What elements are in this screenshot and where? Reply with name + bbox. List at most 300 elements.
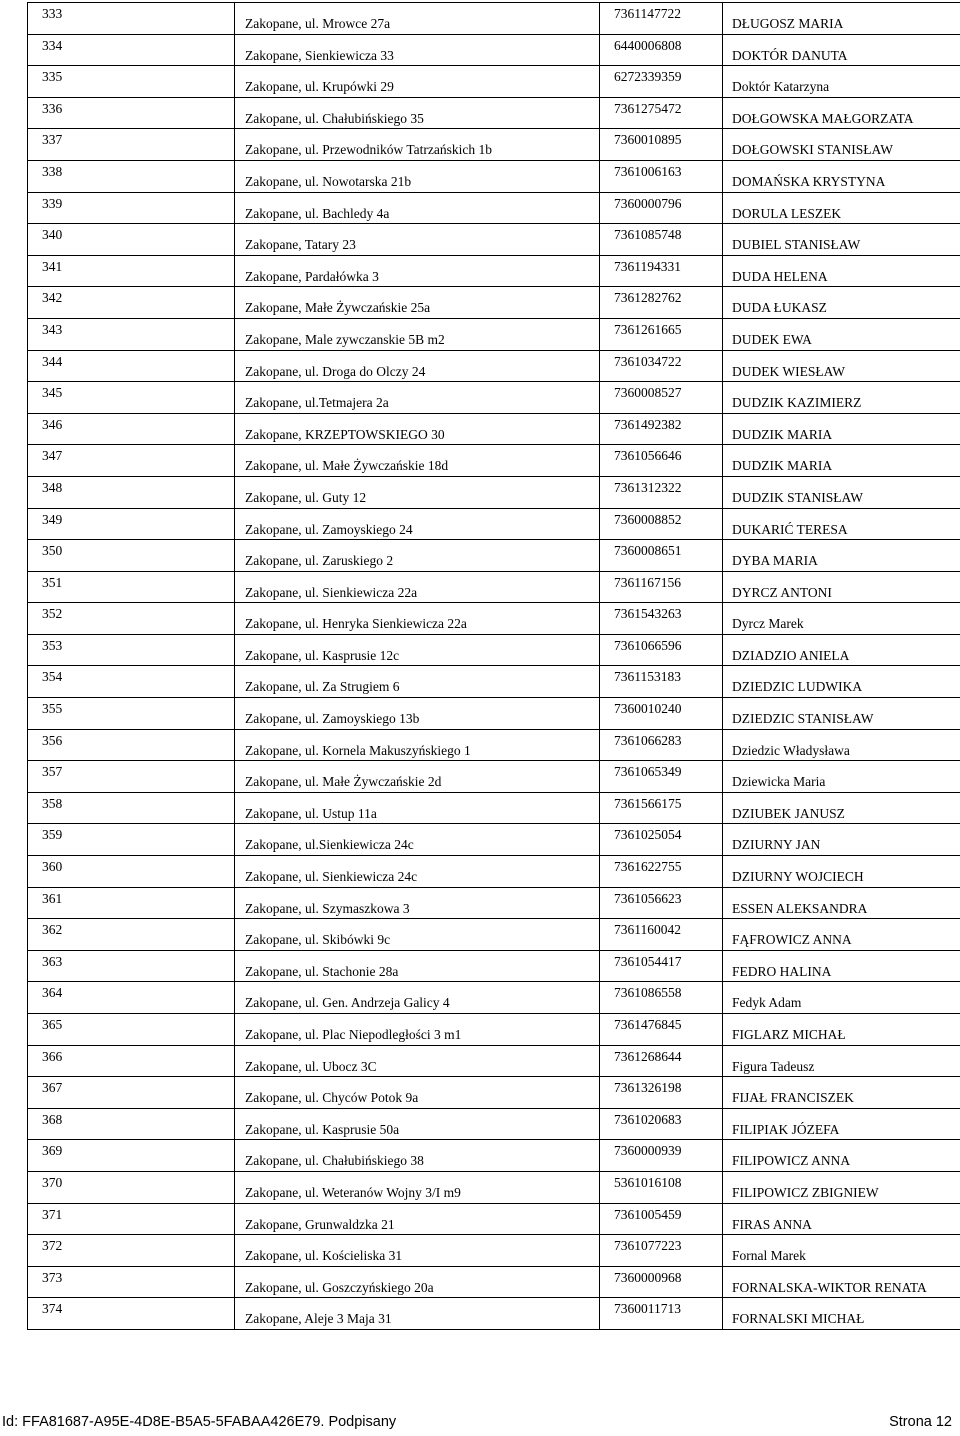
tax-id: 7361312322: [614, 479, 682, 495]
person-name: DZIURNY JAN: [732, 837, 821, 853]
table-row: [28, 698, 960, 730]
table-row: [28, 761, 960, 793]
tax-id: 7361077223: [614, 1238, 682, 1254]
tax-id-cell: [600, 508, 723, 540]
table-row: [28, 634, 960, 666]
tax-id-cell: [600, 982, 723, 1014]
table-row: [28, 856, 960, 888]
person-name: DUDZIK MARIA: [732, 458, 833, 474]
tax-id-cell: [600, 160, 723, 192]
tax-id-cell: [600, 34, 723, 66]
person-name-cell: [723, 1298, 960, 1330]
person-name: DOŁGOWSKA MAŁGORZATA: [732, 110, 914, 126]
person-name-cell: [723, 129, 960, 161]
person-name-cell: [723, 950, 960, 982]
row-number: 362: [42, 922, 63, 938]
address: Zakopane, Pardałówka 3: [245, 268, 379, 284]
address: Zakopane, ul. Sienkiewicza 24c: [245, 869, 418, 885]
table-row: [28, 508, 960, 540]
tax-id-cell: [600, 255, 723, 287]
table-row: [28, 382, 960, 414]
address-cell: [235, 824, 600, 856]
person-name: Fornal Marek: [732, 1248, 806, 1264]
tax-id-cell: [600, 1298, 723, 1330]
person-name-cell: [723, 540, 960, 572]
address-cell: [235, 287, 600, 319]
row-number-cell: [28, 1140, 235, 1172]
tax-id: 7361005459: [614, 1206, 682, 1222]
table-row: [28, 1077, 960, 1109]
person-name: DUDA HELENA: [732, 268, 828, 284]
person-name-cell: [723, 66, 960, 98]
person-name-cell: [723, 1077, 960, 1109]
table-row: [28, 982, 960, 1014]
row-number-cell: [28, 445, 235, 477]
person-name: DOKTÓR DANUTA: [732, 47, 848, 63]
person-name-cell: [723, 571, 960, 603]
tax-id: 7361056646: [614, 448, 682, 464]
address-cell: [235, 540, 600, 572]
row-number: 354: [42, 669, 63, 685]
person-name: DYBA MARIA: [732, 553, 818, 569]
address-cell: [235, 761, 600, 793]
address: Zakopane, ul. Zamoyskiego 13b: [245, 711, 420, 727]
person-name: Dziewicka Maria: [732, 774, 826, 790]
address: Zakopane, ul.Sienkiewicza 24c: [245, 837, 414, 853]
tax-id-cell: [600, 382, 723, 414]
person-name: DUBIEL STANISŁAW: [732, 237, 861, 253]
person-name-cell: [723, 919, 960, 951]
person-name-cell: [723, 34, 960, 66]
row-number-cell: [28, 792, 235, 824]
address: Zakopane, ul. Nowotarska 21b: [245, 173, 412, 189]
address: Zakopane, ul. Mrowce 27a: [245, 16, 391, 31]
address-cell: [235, 318, 600, 350]
tax-id: 7361282762: [614, 290, 682, 306]
address-cell: [235, 255, 600, 287]
row-number-cell: [28, 824, 235, 856]
row-number-cell: [28, 761, 235, 793]
tax-id: 6272339359: [614, 69, 682, 85]
table-row: [28, 1140, 960, 1172]
row-number: 355: [42, 701, 63, 717]
tax-id-cell: [600, 1140, 723, 1172]
address: Zakopane, Małe Żywczańskie 25a: [245, 300, 431, 316]
tax-id: 7361194331: [614, 258, 681, 274]
tax-id-cell: [600, 318, 723, 350]
person-name-cell: [723, 1235, 960, 1267]
person-name: DOŁGOWSKI STANISŁAW: [732, 142, 893, 158]
address-cell: [235, 160, 600, 192]
address: Zakopane, ul. Bachledy 4a: [245, 205, 390, 221]
person-name-cell: [723, 792, 960, 824]
row-number: 333: [42, 6, 63, 21]
tax-id-cell: [600, 1203, 723, 1235]
address-cell: [235, 982, 600, 1014]
person-name: DOMAŃSKA KRYSTYNA: [732, 173, 886, 189]
tax-id-cell: [600, 603, 723, 635]
table-row: [28, 3, 960, 35]
address-cell: [235, 382, 600, 414]
row-number-cell: [28, 1171, 235, 1203]
address: Zakopane, ul. Ubocz 3C: [245, 1058, 377, 1074]
person-name: FORNALSKA-WIKTOR RENATA: [732, 1279, 927, 1295]
address-cell: [235, 34, 600, 66]
row-number: 346: [42, 416, 63, 432]
person-name-cell: [723, 287, 960, 319]
table-row: [28, 824, 960, 856]
address-cell: [235, 445, 600, 477]
row-number-cell: [28, 1203, 235, 1235]
table-row: [28, 34, 960, 66]
address: Zakopane, ul. Droga do Olczy 24: [245, 363, 426, 379]
address-cell: [235, 887, 600, 919]
person-name-cell: [723, 97, 960, 129]
table-row: [28, 255, 960, 287]
tax-id: 7360008852: [614, 511, 682, 527]
tax-id: 7361622755: [614, 859, 682, 875]
tax-id: 7361066283: [614, 732, 682, 748]
table-row: [28, 224, 960, 256]
row-number: 341: [42, 258, 63, 274]
tax-id-cell: [600, 445, 723, 477]
tax-id: 7361153183: [614, 669, 681, 685]
row-number: 334: [42, 37, 63, 53]
address-cell: [235, 508, 600, 540]
tax-id-cell: [600, 856, 723, 888]
row-number-cell: [28, 634, 235, 666]
address: Zakopane, ul. Stachonie 28a: [245, 963, 399, 979]
tax-id-cell: [600, 887, 723, 919]
address: Zakopane, Aleje 3 Maja 31: [245, 1311, 392, 1327]
tax-id: 7361086558: [614, 985, 682, 1001]
row-number-cell: [28, 856, 235, 888]
person-name: FEDRO HALINA: [732, 963, 832, 979]
tax-id: 7361476845: [614, 1017, 682, 1032]
address: Zakopane, ul. Kościeliska 31: [245, 1248, 403, 1264]
address-cell: [235, 476, 600, 508]
person-name: DUDEK EWA: [732, 331, 812, 347]
table-row: [28, 1266, 960, 1298]
row-number-cell: [28, 571, 235, 603]
tax-id: 7361261665: [614, 321, 682, 337]
row-number-cell: [28, 413, 235, 445]
person-name: DUKARIĆ TERESA: [732, 521, 848, 537]
row-number-cell: [28, 603, 235, 635]
row-number-cell: [28, 1014, 235, 1046]
person-name: DZIURNY WOJCIECH: [732, 869, 864, 885]
person-name: FIGLARZ MICHAŁ: [732, 1027, 846, 1042]
table-row: [28, 350, 960, 382]
tax-id-cell: [600, 1014, 723, 1046]
table-row: [28, 729, 960, 761]
row-number-cell: [28, 224, 235, 256]
person-name-cell: [723, 1140, 960, 1172]
row-number: 350: [42, 543, 63, 559]
address: Zakopane, KRZEPTOWSKIEGO 30: [245, 426, 445, 442]
person-name-cell: [723, 382, 960, 414]
address-cell: [235, 698, 600, 730]
tax-id-cell: [600, 1171, 723, 1203]
registry-table: [27, 2, 960, 1330]
address-cell: [235, 1108, 600, 1140]
tax-id: 7361025054: [614, 827, 682, 843]
address: Zakopane, ul. Kornela Makuszyńskiego 1: [245, 742, 471, 758]
row-number: 361: [42, 890, 63, 906]
person-name-cell: [723, 887, 960, 919]
row-number: 342: [42, 290, 63, 306]
person-name: Dyrcz Marek: [732, 616, 804, 632]
person-name-cell: [723, 255, 960, 287]
table-row: [28, 1298, 960, 1330]
address: Zakopane, ul. Zaruskiego 2: [245, 553, 394, 569]
address: Zakopane, ul.Tetmajera 2a: [245, 395, 389, 411]
row-number-cell: [28, 1077, 235, 1109]
tax-id: 7360010240: [614, 701, 682, 717]
row-number: 338: [42, 163, 63, 179]
person-name: FIRAS ANNA: [732, 1216, 812, 1232]
row-number: 339: [42, 195, 63, 211]
tax-id-cell: [600, 698, 723, 730]
table-row: [28, 445, 960, 477]
row-number: 368: [42, 1111, 63, 1127]
row-number-cell: [28, 919, 235, 951]
table-row: [28, 1203, 960, 1235]
row-number-cell: [28, 1298, 235, 1330]
person-name: Dziedzic Władysława: [732, 742, 850, 758]
tax-id-cell: [600, 476, 723, 508]
address-cell: [235, 919, 600, 951]
address-cell: [235, 729, 600, 761]
person-name: FORNALSKI MICHAŁ: [732, 1311, 865, 1327]
tax-id: 7360008651: [614, 543, 682, 559]
tax-id: 7361065349: [614, 764, 682, 780]
person-name-cell: [723, 3, 960, 35]
person-name-cell: [723, 318, 960, 350]
row-number-cell: [28, 982, 235, 1014]
address: Zakopane, ul. Chałubińskiego 35: [245, 110, 424, 126]
tax-id-cell: [600, 3, 723, 35]
row-number: 337: [42, 132, 63, 148]
person-name: ESSEN ALEKSANDRA: [732, 900, 868, 916]
person-name-cell: [723, 634, 960, 666]
person-name-cell: [723, 508, 960, 540]
address: Zakopane, ul. Goszczyńskiego 20a: [245, 1279, 434, 1295]
address-cell: [235, 603, 600, 635]
address: Zakopane, ul. Kasprusie 50a: [245, 1121, 400, 1137]
address-cell: [235, 1203, 600, 1235]
row-number-cell: [28, 540, 235, 572]
tax-id-cell: [600, 761, 723, 793]
address: Zakopane, ul. Gen. Andrzeja Galicy 4: [245, 995, 450, 1011]
address: Zakopane, ul. Plac Niepodległości 3 m1: [245, 1027, 462, 1042]
person-name-cell: [723, 413, 960, 445]
row-number: 352: [42, 606, 63, 622]
row-number: 363: [42, 953, 63, 969]
table-row: [28, 1108, 960, 1140]
row-number: 360: [42, 859, 63, 875]
row-number-cell: [28, 255, 235, 287]
tax-id: 7360010895: [614, 132, 682, 148]
tax-id: 7360011713: [614, 1301, 681, 1317]
page-number: Strona 12: [889, 1414, 952, 1430]
address-cell: [235, 1140, 600, 1172]
row-number-cell: [28, 887, 235, 919]
table-row: [28, 476, 960, 508]
address: Zakopane, ul. Guty 12: [245, 489, 367, 505]
table-row: [28, 192, 960, 224]
address-cell: [235, 1235, 600, 1267]
row-number: 348: [42, 479, 63, 495]
row-number: 366: [42, 1048, 63, 1064]
address: Zakopane, Tatary 23: [245, 237, 356, 253]
row-number: 336: [42, 100, 63, 116]
table-row: [28, 792, 960, 824]
person-name-cell: [723, 1108, 960, 1140]
row-number: 371: [42, 1206, 63, 1222]
row-number: 367: [42, 1080, 63, 1096]
person-name: DUDZIK STANISŁAW: [732, 489, 863, 505]
person-name: DUDZIK KAZIMIERZ: [732, 395, 862, 411]
tax-id: 7360000796: [614, 195, 682, 211]
row-number-cell: [28, 666, 235, 698]
row-number: 335: [42, 69, 63, 85]
address-cell: [235, 792, 600, 824]
tax-id: 7361268644: [614, 1048, 682, 1064]
tax-id-cell: [600, 97, 723, 129]
table-row: [28, 1171, 960, 1203]
address-cell: [235, 1266, 600, 1298]
tax-id: 7361566175: [614, 795, 682, 811]
row-number-cell: [28, 1266, 235, 1298]
tax-id: 7361492382: [614, 416, 682, 432]
address: Zakopane, ul. Małe Żywczańskie 2d: [245, 774, 442, 790]
person-name-cell: [723, 698, 960, 730]
person-name-cell: [723, 160, 960, 192]
person-name: Doktór Katarzyna: [732, 79, 830, 95]
address-cell: [235, 66, 600, 98]
tax-id: 7361056623: [614, 890, 682, 906]
table-row: [28, 1014, 960, 1046]
tax-id-cell: [600, 1108, 723, 1140]
address-cell: [235, 1077, 600, 1109]
tax-id-cell: [600, 129, 723, 161]
registry-table-body: [28, 3, 960, 1330]
person-name: FĄFROWICZ ANNA: [732, 932, 852, 948]
row-number-cell: [28, 97, 235, 129]
tax-id-cell: [600, 1045, 723, 1077]
address: Zakopane, ul. Za Strugiem 6: [245, 679, 400, 695]
person-name: DZIEDZIC LUDWIKA: [732, 679, 863, 695]
tax-id-cell: [600, 666, 723, 698]
tax-id-cell: [600, 824, 723, 856]
row-number-cell: [28, 382, 235, 414]
tax-id-cell: [600, 1235, 723, 1267]
table-row: [28, 66, 960, 98]
address-cell: [235, 350, 600, 382]
row-number: 343: [42, 321, 63, 337]
row-number-cell: [28, 350, 235, 382]
person-name-cell: [723, 1014, 960, 1046]
row-number-cell: [28, 129, 235, 161]
address-cell: [235, 97, 600, 129]
person-name: DUDZIK MARIA: [732, 426, 833, 442]
address-cell: [235, 950, 600, 982]
tax-id-cell: [600, 792, 723, 824]
tax-id: 7361020683: [614, 1111, 682, 1127]
person-name: DYRCZ ANTONI: [732, 584, 832, 600]
table-row: [28, 603, 960, 635]
row-number-cell: [28, 476, 235, 508]
person-name: DZIADZIO ANIELA: [732, 647, 850, 663]
person-name: FILIPIAK JÓZEFA: [732, 1121, 840, 1137]
tax-id-cell: [600, 350, 723, 382]
person-name-cell: [723, 729, 960, 761]
address-cell: [235, 666, 600, 698]
tax-id-cell: [600, 634, 723, 666]
person-name: DUDA ŁUKASZ: [732, 300, 827, 316]
address: Zakopane, Male zywczanskie 5B m2: [245, 331, 445, 347]
address: Zakopane, ul. Krupówki 29: [245, 79, 394, 95]
tax-id: 7361543263: [614, 606, 682, 622]
row-number-cell: [28, 160, 235, 192]
row-number: 373: [42, 1269, 63, 1285]
person-name: Fedyk Adam: [732, 995, 802, 1011]
row-number: 372: [42, 1238, 63, 1254]
person-name-cell: [723, 761, 960, 793]
address-cell: [235, 192, 600, 224]
address: Zakopane, ul. Szymaszkowa 3: [245, 900, 410, 916]
row-number: 356: [42, 732, 63, 748]
person-name: DORULA LESZEK: [732, 205, 842, 221]
address: Zakopane, ul. Przewodników Tatrzańskich 1b: [245, 142, 492, 158]
tax-id-cell: [600, 950, 723, 982]
person-name-cell: [723, 1203, 960, 1235]
person-name-cell: [723, 192, 960, 224]
address: Zakopane, ul. Weteranów Wojny 3/I m9: [245, 1184, 461, 1200]
tax-id-cell: [600, 413, 723, 445]
address: Zakopane, ul. Ustup 11a: [245, 805, 377, 821]
person-name: FIJAŁ FRANCISZEK: [732, 1090, 854, 1106]
person-name-cell: [723, 476, 960, 508]
row-number: 369: [42, 1143, 63, 1159]
tax-id-cell: [600, 1266, 723, 1298]
table-row: [28, 540, 960, 572]
table-row: [28, 1235, 960, 1267]
table-row: [28, 950, 960, 982]
address: Zakopane, ul. Chyców Potok 9a: [245, 1090, 419, 1106]
row-number-cell: [28, 66, 235, 98]
row-number-cell: [28, 34, 235, 66]
tax-id: 7361085748: [614, 227, 682, 243]
row-number: 358: [42, 795, 63, 811]
tax-id-cell: [600, 287, 723, 319]
row-number: 347: [42, 448, 63, 464]
address: Zakopane, ul. Skibówki 9c: [245, 932, 391, 948]
address: Zakopane, ul. Małe Żywczańskie 18d: [245, 458, 449, 474]
tax-id: 7361326198: [614, 1080, 682, 1096]
person-name-cell: [723, 350, 960, 382]
address-cell: [235, 413, 600, 445]
address: Zakopane, ul. Zamoyskiego 24: [245, 521, 413, 537]
table-row: [28, 887, 960, 919]
tax-id: 7360008527: [614, 385, 682, 401]
person-name-cell: [723, 982, 960, 1014]
document-id-signature: Id: FFA81687-A95E-4D8E-B5A5-5FABAA426E79. Podpisany: [2, 1414, 397, 1430]
row-number: 365: [42, 1017, 63, 1032]
table-row: [28, 919, 960, 951]
row-number: 340: [42, 227, 63, 243]
